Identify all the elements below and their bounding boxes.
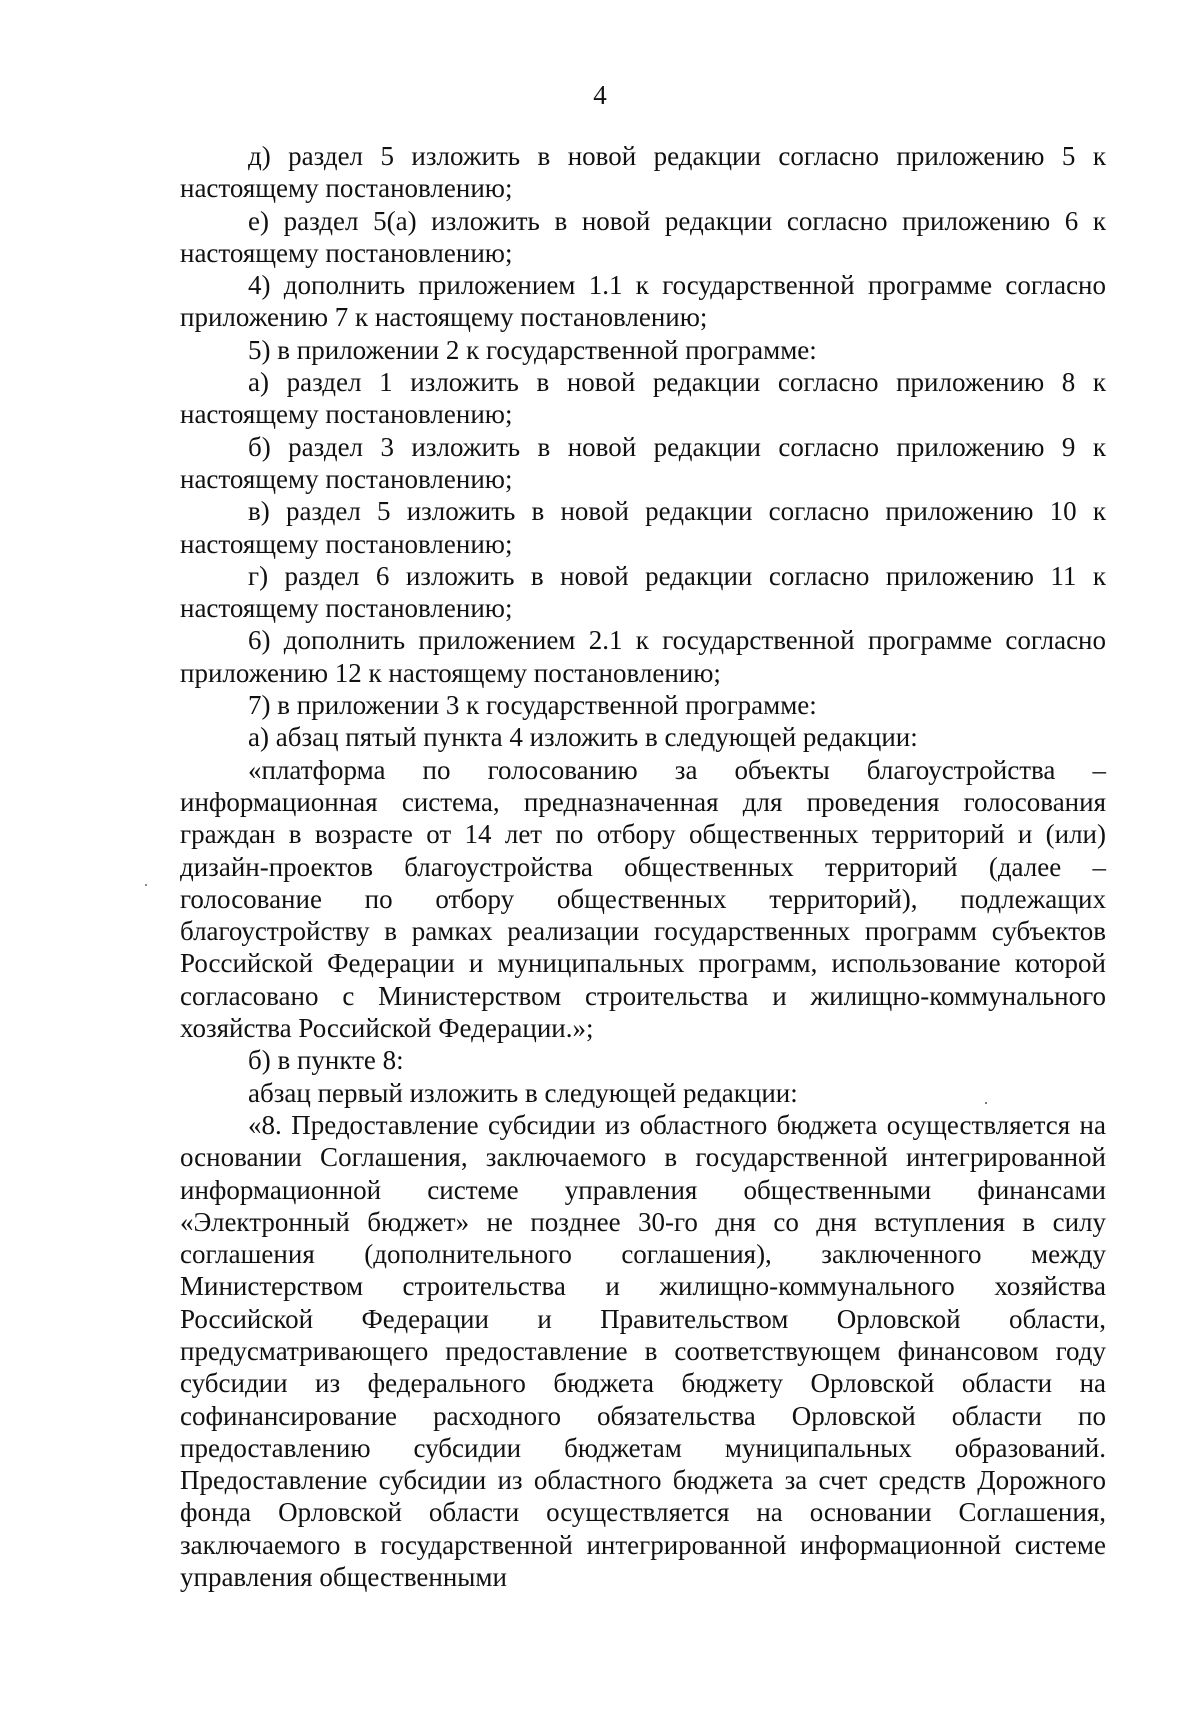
paragraph: д) раздел 5 изложить в новой редакции согласно приложению 5 к настоящему постановлению; bbox=[180, 141, 1106, 204]
paragraph: е) раздел 5(а) изложить в новой редакции согласно приложению 6 к настоящему постановлению; bbox=[180, 205, 1106, 268]
quoted-clause-paragraph: «8. Предоставление субсидии из областного бюджета осуществляется на основании Соглашения, заключаемого в государственной интегрированной информационной системе управления общественными финансами «Электронный бюджет» не позднее 30-го дня со дня вступления в силу соглашения (дополнительного соглашения), заключенного между Министерством строительства и жилищно-коммунального хозяйства Российской Федерации и Правительством Орловской области, предусматривающего предоставление в соответствующем финансовом году субсидии из федерального бюджета бюджету Орловской области на софинансирование расходного обязательства Орловской области по предоставлению субсидии бюджетам муниципальных образований. Предоставление субсидии из областного бюджета за счет средств Дорожного фонда Орловской области осуществляется на основании Соглашения, заключаемого в государственной интегрированной информационной системе управления общественными bbox=[180, 1109, 1106, 1593]
paragraph: абзац первый изложить в следующей редакции: bbox=[248, 1077, 798, 1108]
scan-speck bbox=[145, 884, 147, 886]
paragraph: 6) дополнить приложением 2.1 к государственной программе согласно приложению 12 к настоящему постановлению; bbox=[180, 625, 1106, 688]
paragraph: а) абзац пятый пункта 4 изложить в следующей редакции: bbox=[248, 722, 918, 753]
page-number: 4 bbox=[593, 80, 607, 110]
paragraph: а) раздел 1 изложить в новой редакции согласно приложению 8 к настоящему постановлению; bbox=[180, 367, 1106, 430]
quoted-definition-paragraph: «платформа по голосованию за объекты благоустройства – информационная система, предназначенная для проведения голосования граждан в возрасте от 14 лет по отбору общественных территорий и (или) дизайн-проектов благоустройства общественных территорий (далее – голосование по отбору общественных территорий), подлежащих благоустройству в рамках реализации государственных программ субъектов Российской Федерации и муниципальных программ, использование которой согласовано с Министерством строительства и жилищно-коммунального хозяйства Российской Федерации.»; bbox=[180, 754, 1106, 1044]
paragraph: б) в пункте 8: bbox=[248, 1045, 404, 1076]
paragraph: 4) дополнить приложением 1.1 к государственной программе согласно приложению 7 к настоящему постановлению; bbox=[180, 270, 1106, 333]
paragraph: б) раздел 3 изложить в новой редакции согласно приложению 9 к настоящему постановлению; bbox=[180, 431, 1106, 494]
document-body bbox=[180, 140, 1106, 1593]
scan-speck bbox=[985, 1102, 987, 1104]
paragraph: 7) в приложении 3 к государственной программе: bbox=[248, 690, 817, 721]
paragraph: 5) в приложении 2 к государственной программе: bbox=[248, 334, 817, 365]
paragraph: г) раздел 6 изложить в новой редакции согласно приложению 11 к настоящему постановлению; bbox=[180, 560, 1106, 624]
paragraph: в) раздел 5 изложить в новой редакции согласно приложению 10 к настоящему постановлению; bbox=[180, 496, 1106, 559]
